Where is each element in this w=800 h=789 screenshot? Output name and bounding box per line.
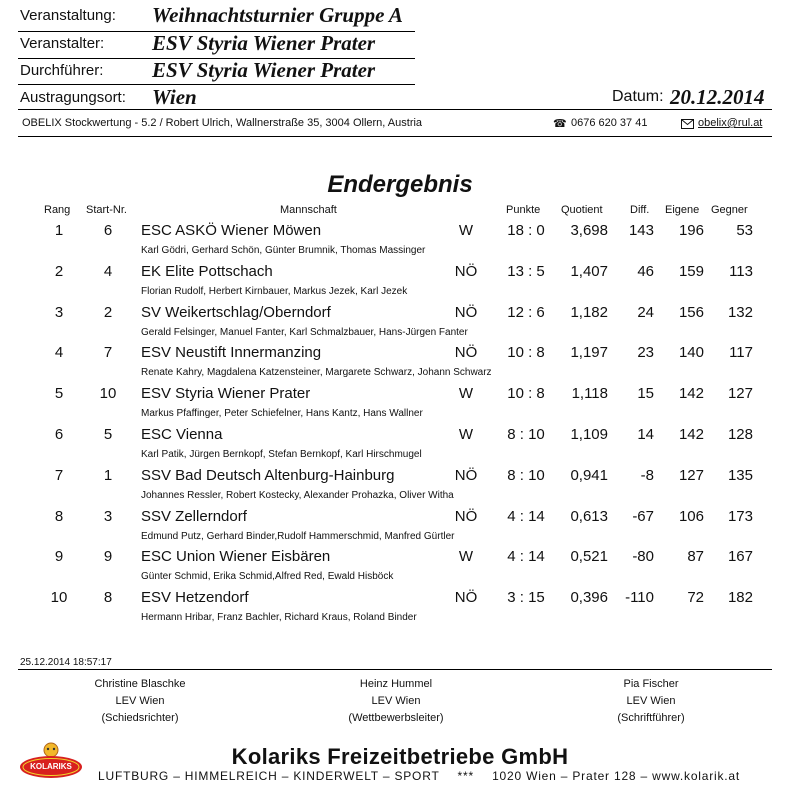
cell-points: 13 : 5 bbox=[507, 262, 545, 280]
cell-opponent: 53 bbox=[736, 222, 753, 239]
cell-rank: 3 bbox=[54, 303, 64, 321]
executor-label: Durchführer: bbox=[20, 62, 104, 79]
executor-value: ESV Styria Wiener Prater bbox=[152, 58, 376, 82]
cell-points: 18 : 0 bbox=[507, 222, 545, 239]
phone-number: 0676 620 37 41 bbox=[571, 117, 648, 129]
contact-divider bbox=[18, 136, 772, 137]
cell-quotient: 0,613 bbox=[570, 507, 608, 525]
cell-quotient: 1,109 bbox=[570, 426, 608, 443]
cell-team: ESV Hetzendorf bbox=[141, 589, 249, 607]
cell-opponent: 113 bbox=[729, 262, 753, 280]
cell-diff: -80 bbox=[632, 548, 654, 566]
table-row bbox=[0, 222, 800, 263]
cell-region: NÖ bbox=[454, 262, 478, 280]
table-row bbox=[0, 548, 800, 589]
cell-team: SSV Zellerndorf bbox=[141, 507, 247, 525]
cell-own: 140 bbox=[678, 344, 704, 362]
table-row bbox=[0, 508, 800, 549]
company-tagline-line bbox=[98, 769, 740, 783]
signature-referee bbox=[50, 676, 230, 727]
cell-players: Karl Gödri, Gerhard Schön, Günter Brumnik, Thomas Massinger bbox=[141, 245, 426, 256]
cell-start-no: 10 bbox=[99, 385, 117, 403]
col-header-own: Eigene bbox=[665, 204, 700, 216]
cell-team: SV Weikertschlag/Oberndorf bbox=[141, 303, 331, 321]
event-label: Veranstaltung: bbox=[20, 7, 116, 24]
cell-start-no: 9 bbox=[103, 548, 113, 566]
company-address: 1020 Wien – Prater 128 – www.kolarik.at bbox=[492, 769, 741, 783]
cell-players: Johannes Ressler, Robert Kostecky, Alexander Prohazka, Oliver Witha bbox=[141, 489, 454, 501]
cell-players: Gerald Felsinger, Manuel Fanter, Karl Schmalzbauer, Hans-Jürgen Fanter bbox=[141, 326, 468, 338]
cell-players: Edmund Putz, Gerhard Binder,Rudolf Hammerschmid, Manfred Gürtler bbox=[141, 530, 455, 542]
cell-opponent: 182 bbox=[727, 589, 753, 607]
cell-rank: 10 bbox=[50, 589, 68, 607]
col-header-quotient: Quotient bbox=[561, 204, 603, 216]
cell-team: SSV Bad Deutsch Altenburg-Hainburg bbox=[141, 466, 395, 484]
col-header-points: Punkte bbox=[506, 204, 541, 216]
cell-players: Markus Pfaffinger, Peter Schiefelner, Hans Kantz, Hans Wallner bbox=[141, 408, 423, 420]
cell-quotient: 1,118 bbox=[571, 385, 608, 403]
cell-opponent: 128 bbox=[727, 426, 753, 443]
table-row bbox=[0, 589, 800, 630]
cell-points: 12 : 6 bbox=[507, 303, 545, 321]
table-row bbox=[0, 344, 800, 385]
cell-region: W bbox=[458, 426, 474, 443]
cell-own: 142 bbox=[678, 426, 704, 443]
cell-own: 87 bbox=[687, 548, 704, 566]
cell-players: Karl Patik, Jürgen Bernkopf, Stefan Bernkopf, Karl Hirschmugel bbox=[141, 449, 422, 460]
cell-points: 4 : 14 bbox=[507, 548, 545, 566]
cell-start-no: 2 bbox=[103, 303, 113, 321]
table-row bbox=[0, 304, 800, 345]
separator-stars: *** bbox=[457, 769, 474, 783]
cell-players: Renate Kahry, Magdalena Katzensteiner, Margarete Schwarz, Johann Schwarz bbox=[141, 367, 492, 379]
table-row bbox=[0, 426, 800, 467]
cell-points: 10 : 8 bbox=[507, 344, 545, 362]
signature-org: LEV Wien bbox=[626, 695, 676, 707]
cell-players: Florian Rudolf, Herbert Kirnbauer, Markus Jezek, Karl Jezek bbox=[141, 285, 408, 297]
cell-team: ESV Styria Wiener Prater bbox=[141, 385, 311, 403]
signature-name: Pia Fischer bbox=[623, 678, 679, 690]
cell-players: Hermann Hribar, Franz Bachler, Richard Kraus, Roland Binder bbox=[141, 612, 417, 624]
date-value: 20.12.2014 bbox=[670, 85, 765, 109]
cell-region: W bbox=[458, 548, 474, 566]
cell-team: ESV Neustift Innermanzing bbox=[141, 344, 322, 362]
page-title: Endergebnis bbox=[327, 171, 473, 198]
cell-region: NÖ bbox=[454, 589, 478, 607]
cell-team: ESC Union Wiener Eisbären bbox=[141, 548, 331, 566]
cell-region: W bbox=[458, 385, 474, 403]
cell-start-no: 5 bbox=[103, 426, 113, 443]
cell-own: 156 bbox=[678, 303, 704, 321]
cell-team: EK Elite Pottschach bbox=[141, 262, 273, 280]
cell-points: 10 : 8 bbox=[507, 385, 545, 403]
signature-org: LEV Wien bbox=[371, 695, 421, 707]
cell-own: 142 bbox=[678, 385, 704, 403]
company-name: Kolariks Freizeitbetriebe GmbH bbox=[231, 744, 569, 769]
table-row bbox=[0, 467, 800, 508]
cell-start-no: 4 bbox=[103, 262, 113, 280]
timestamp: 25.12.2014 18:57:17 bbox=[20, 657, 112, 668]
cell-rank: 4 bbox=[54, 344, 64, 362]
timestamp-divider bbox=[18, 669, 772, 670]
header-divider bbox=[18, 109, 772, 110]
software-info: OBELIX Stockwertung - 5.2 / Robert Ulrich, Wallnerstraße 35, 3004 Ollern, Austria bbox=[22, 117, 423, 129]
organizer-value: ESV Styria Wiener Prater bbox=[152, 31, 376, 55]
signature-role: (Schriftführer) bbox=[617, 712, 685, 724]
cell-start-no: 7 bbox=[103, 344, 113, 362]
cell-start-no: 6 bbox=[103, 222, 113, 239]
signature-competition-leader bbox=[306, 676, 486, 727]
signature-secretary bbox=[561, 676, 741, 727]
cell-own: 159 bbox=[678, 262, 704, 280]
col-header-diff: Diff. bbox=[630, 204, 650, 216]
cell-start-no: 3 bbox=[103, 507, 113, 525]
cell-own: 106 bbox=[678, 507, 704, 525]
cell-players: Günter Schmid, Erika Schmid,Alfred Red, Ewald Hisböck bbox=[141, 571, 394, 583]
cell-start-no: 8 bbox=[103, 589, 113, 607]
cell-diff: 15 bbox=[637, 385, 654, 403]
cell-points: 8 : 10 bbox=[507, 466, 545, 484]
cell-opponent: 135 bbox=[727, 466, 753, 484]
cell-opponent: 117 bbox=[729, 344, 753, 362]
cell-team: ESC ASKÖ Wiener Möwen bbox=[141, 222, 322, 239]
organizer-label: Veranstalter: bbox=[20, 35, 105, 52]
cell-team: ESC Vienna bbox=[141, 426, 223, 443]
cell-own: 127 bbox=[678, 466, 704, 484]
table-row bbox=[0, 263, 800, 304]
cell-region: W bbox=[458, 222, 474, 239]
cell-start-no: 1 bbox=[103, 466, 113, 484]
cell-region: NÖ bbox=[454, 344, 478, 362]
phone-icon: ☎ bbox=[553, 118, 567, 130]
signature-role: (Wettbewerbsleiter) bbox=[348, 712, 444, 724]
venue-label: Austragungsort: bbox=[20, 89, 126, 106]
cell-rank: 6 bbox=[54, 426, 64, 443]
cell-quotient: 1,182 bbox=[570, 303, 608, 321]
cell-rank: 1 bbox=[54, 222, 64, 239]
cell-region: NÖ bbox=[454, 507, 478, 525]
signature-org: LEV Wien bbox=[115, 695, 165, 707]
cell-region: NÖ bbox=[454, 466, 478, 484]
cell-diff: 23 bbox=[637, 344, 654, 362]
col-header-rank: Rang bbox=[44, 204, 71, 216]
cell-rank: 8 bbox=[54, 507, 64, 525]
signature-name: Heinz Hummel bbox=[359, 678, 433, 690]
envelope-icon bbox=[681, 116, 694, 134]
cell-diff: 14 bbox=[637, 426, 654, 443]
date-label: Datum: bbox=[612, 88, 664, 105]
table-row bbox=[0, 385, 800, 426]
cell-diff: 24 bbox=[637, 303, 654, 321]
cell-diff: -110 bbox=[625, 589, 654, 607]
cell-quotient: 1,197 bbox=[570, 344, 608, 362]
signature-name: Christine Blaschke bbox=[94, 678, 186, 690]
company-tagline: LUFTBURG – HIMMELREICH – KINDERWELT – SPORT bbox=[98, 769, 440, 783]
cell-diff: 143 bbox=[628, 222, 654, 239]
cell-quotient: 0,941 bbox=[570, 466, 608, 484]
cell-region: NÖ bbox=[454, 303, 478, 321]
cell-own: 72 bbox=[687, 589, 704, 607]
cell-rank: 7 bbox=[54, 466, 64, 484]
cell-opponent: 127 bbox=[727, 385, 753, 403]
logo-text: KOLARIKS bbox=[30, 762, 72, 771]
cell-opponent: 132 bbox=[727, 303, 753, 321]
email-link[interactable]: obelix@rul.at bbox=[698, 117, 763, 129]
cell-points: 8 : 10 bbox=[507, 426, 545, 443]
cell-rank: 9 bbox=[54, 548, 64, 566]
cell-quotient: 3,698 bbox=[570, 222, 608, 239]
header-divider bbox=[18, 84, 415, 85]
signature-role: (Schiedsrichter) bbox=[101, 712, 179, 724]
event-value: Weihnachtsturnier Gruppe A bbox=[152, 3, 403, 27]
cell-diff: -8 bbox=[640, 466, 654, 484]
cell-opponent: 173 bbox=[727, 507, 753, 525]
cell-own: 196 bbox=[678, 222, 704, 239]
cell-diff: -67 bbox=[632, 507, 654, 525]
cell-points: 4 : 14 bbox=[507, 507, 545, 525]
col-header-team: Mannschaft bbox=[280, 204, 337, 216]
cell-quotient: 0,521 bbox=[570, 548, 608, 566]
cell-quotient: 0,396 bbox=[570, 589, 608, 607]
cell-quotient: 1,407 bbox=[570, 262, 608, 280]
cell-points: 3 : 15 bbox=[507, 589, 545, 607]
cell-rank: 5 bbox=[54, 385, 64, 403]
cell-opponent: 167 bbox=[727, 548, 753, 566]
cell-diff: 46 bbox=[637, 262, 654, 280]
col-header-opponent: Gegner bbox=[711, 204, 748, 216]
cell-rank: 2 bbox=[54, 262, 64, 280]
venue-value: Wien bbox=[152, 85, 197, 109]
col-header-start: Start-Nr. bbox=[86, 204, 127, 216]
